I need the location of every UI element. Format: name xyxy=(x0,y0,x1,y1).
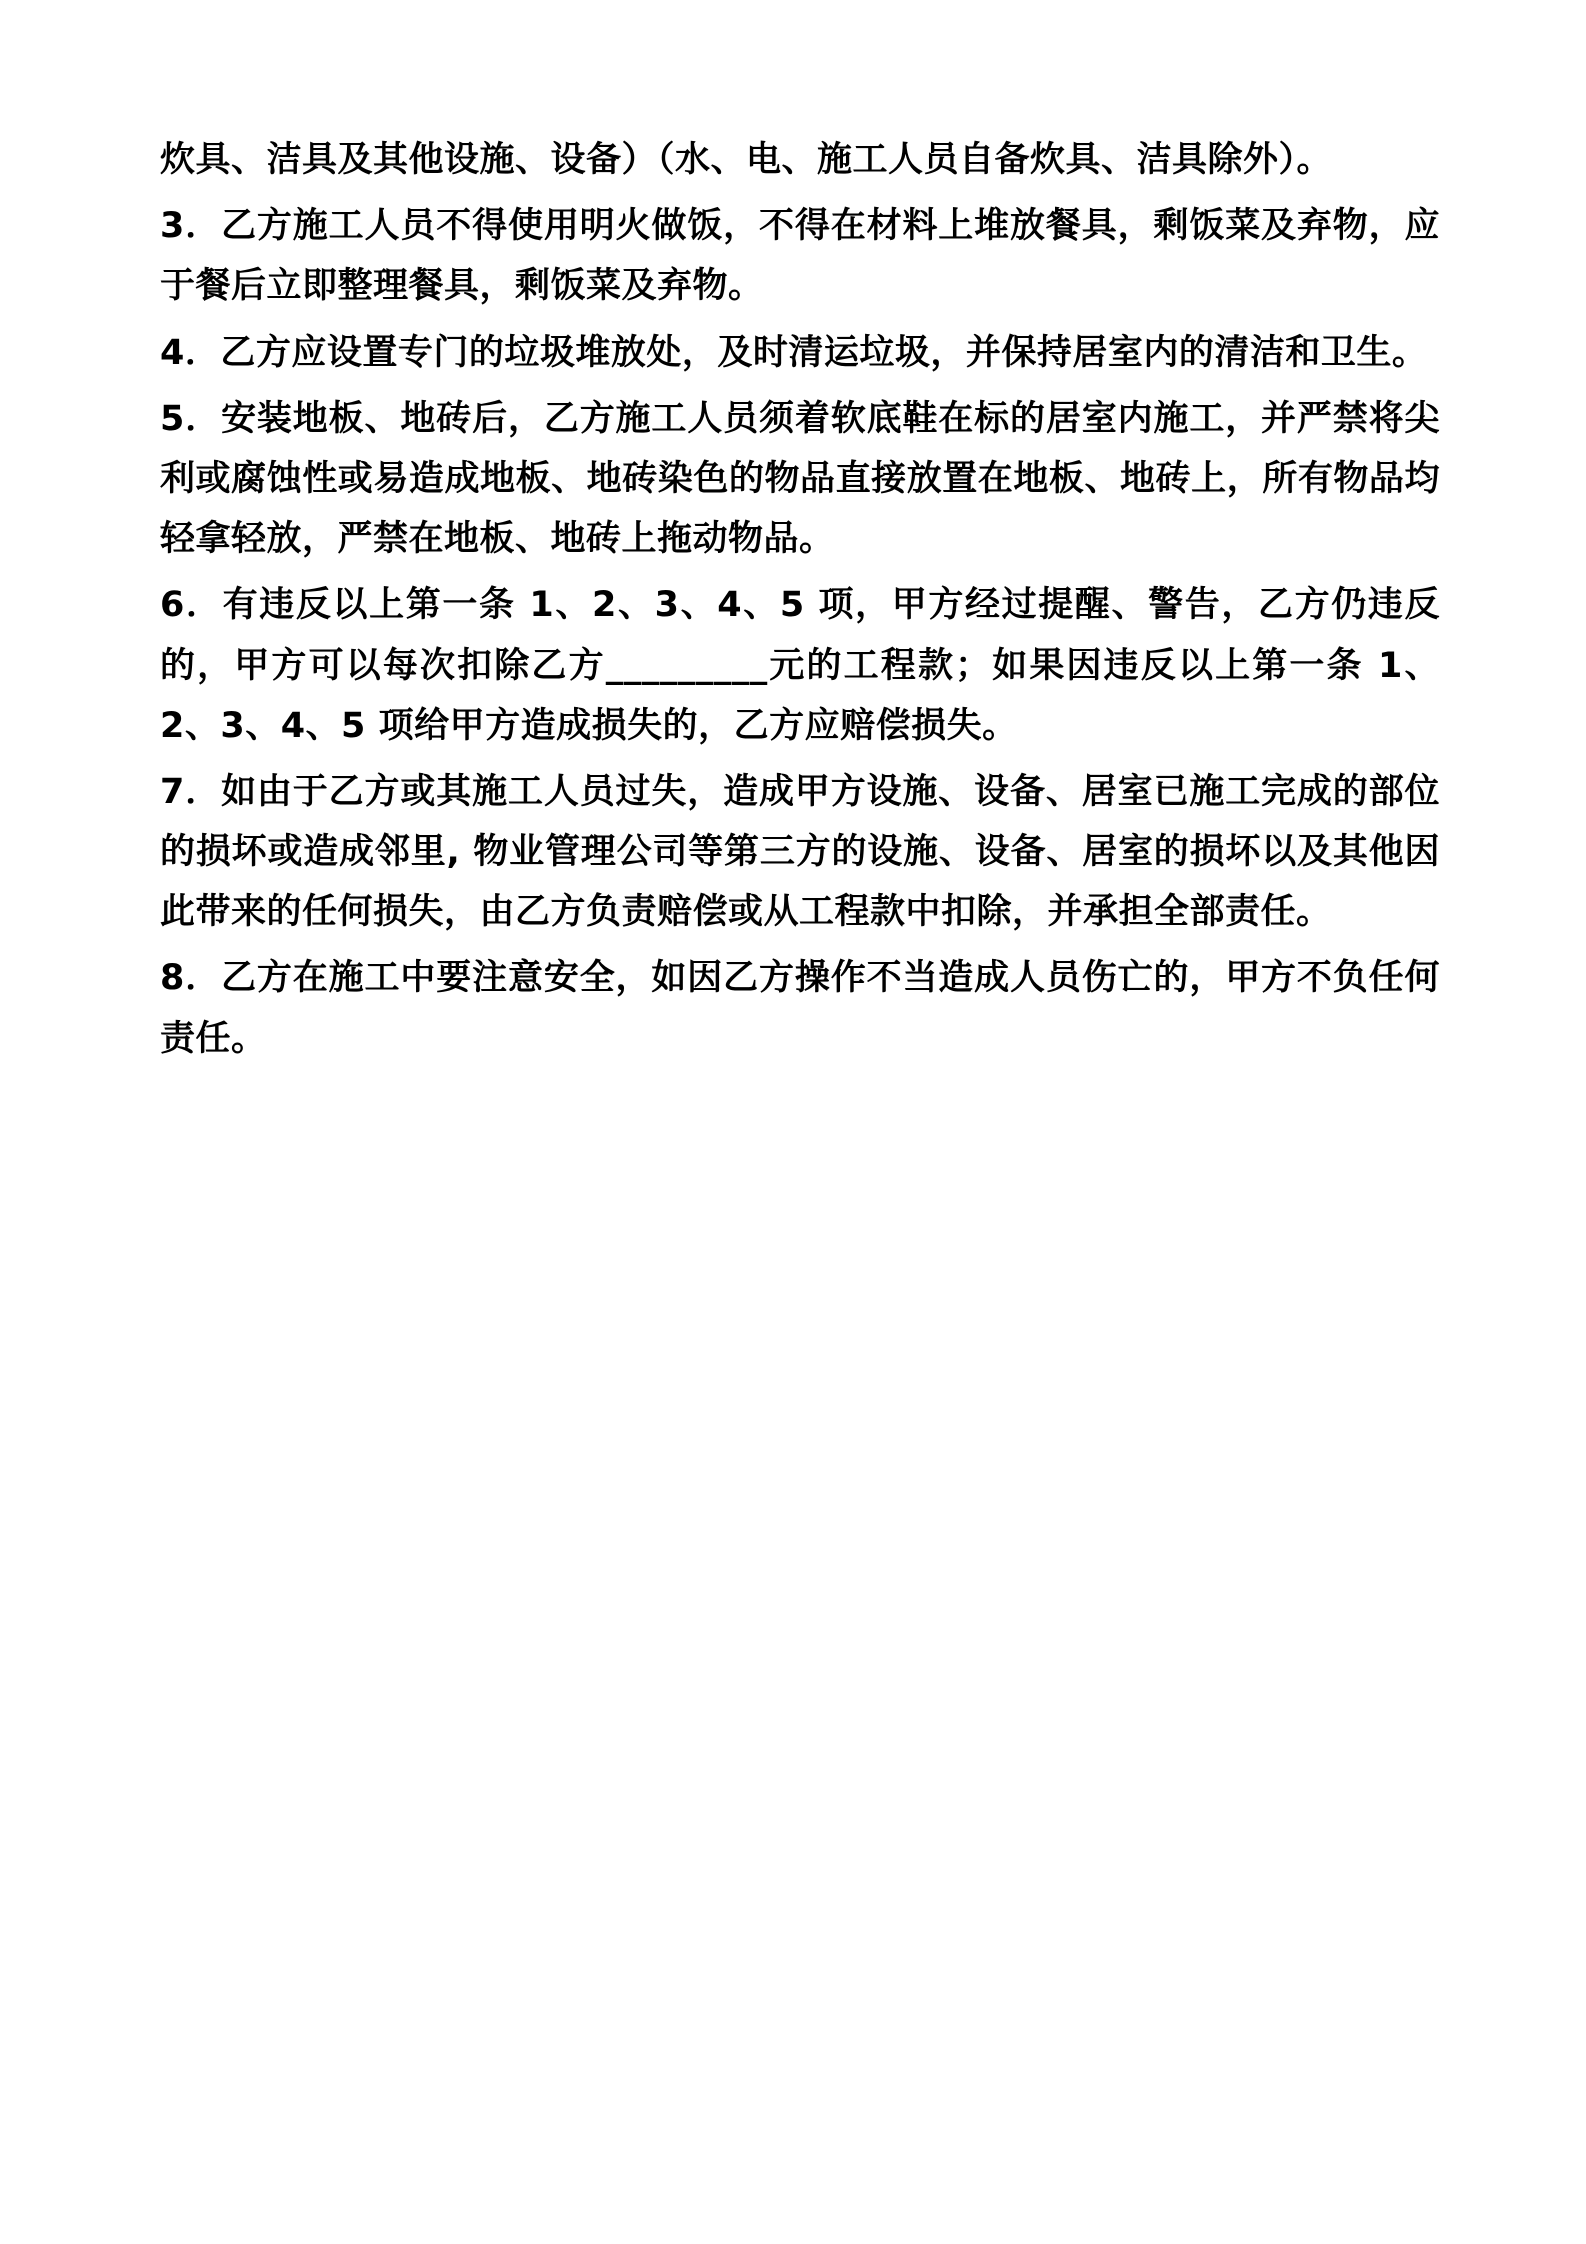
paragraph-clause-3: 3．乙方施工人员不得使用明火做饭，不得在材料上堆放餐具，剩饭菜及弃物，应于餐后立即整理餐具，剩饭菜及弃物。 xyxy=(160,206,1440,307)
paragraph-clause-7: 7．如由于乙方或其施工人员过失，造成甲方设施、设备、居室已施工完成的部位的损坏或造成邻里, 物业管理公司等第三方的设施、设备、居室的损坏以及其他因此带来的任何损失，由乙方负责赔偿或从工程款中扣除，并承担全部责任。 xyxy=(160,771,1440,933)
paragraph-clause-6: 6．有违反以上第一条 1、2、3、4、5 项，甲方经过提醒、警告，乙方仍违反的，甲方可以每次扣除乙方_________元的工程款；如果因违反以上第一条 1、2、3、4、5 项给甲方造成损失的，乙方应赔偿损失。 xyxy=(160,585,1440,746)
paragraph-continuation: 炊具、洁具及其他设施、设备）（水、电、施工人员自备炊具、洁具除外）。 xyxy=(160,140,1333,180)
paragraph-clause-5: 5．安装地板、地砖后，乙方施工人员须着软底鞋在标的居室内施工，并严禁将尖利或腐蚀性或易造成地板、地砖染色的物品直接放置在地板、地砖上，所有物品均轻拿轻放，严禁在地板、地砖上拖动物品。 xyxy=(160,398,1440,560)
document-body xyxy=(160,130,1440,1069)
paragraph-clause-8: 8．乙方在施工中要注意安全，如因乙方操作不当造成人员伤亡的，甲方不负任何责任。 xyxy=(160,958,1440,1059)
paragraph-clause-4: 4．乙方应设置专门的垃圾堆放处，及时清运垃圾，并保持居室内的清洁和卫生。 xyxy=(160,332,1428,373)
